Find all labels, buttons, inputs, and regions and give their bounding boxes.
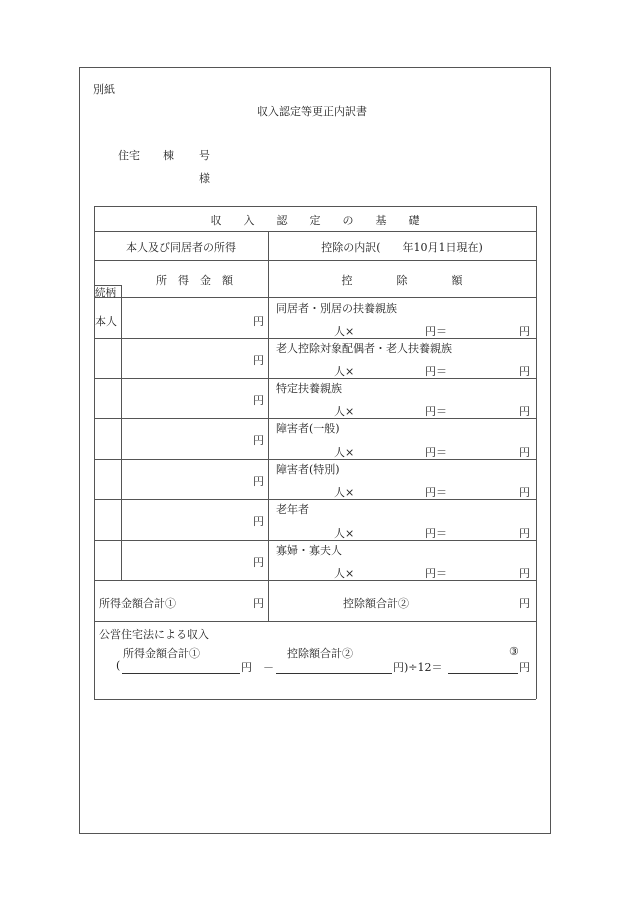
income-header: 所 得 金 額	[156, 274, 233, 287]
formula-result-marker: ③	[509, 645, 519, 658]
formula-deduction-label: 控除額合計②	[287, 647, 353, 660]
honorific-label: 様	[199, 172, 210, 185]
deduction-total-label: 控除額合計②	[343, 597, 409, 610]
people-count-unit: 人×	[334, 527, 355, 540]
amount-yen-equals: 円＝	[425, 405, 447, 418]
deduction-category: 老人控除対象配偶者・老人扶養親族	[276, 342, 452, 355]
relation-cell: 本人	[95, 315, 117, 328]
amount-yen-equals: 円＝	[425, 365, 447, 378]
amount-yen-equals: 円＝	[425, 527, 447, 540]
housing-label: 住宅	[118, 149, 140, 162]
income-total-label: 所得金額合計①	[99, 597, 176, 610]
result-yen-unit: 円	[519, 325, 530, 338]
formula-divide: 円)÷12＝	[393, 661, 443, 674]
income-total-blank	[122, 673, 240, 674]
result-yen-unit: 円	[519, 405, 530, 418]
amount-yen-equals: 円＝	[425, 325, 447, 338]
amount-yen-equals: 円＝	[425, 446, 447, 459]
document-title: 収入認定等更正内訳書	[257, 105, 367, 118]
public-housing-label: 公営住宅法による収入	[99, 628, 209, 641]
people-count-unit: 人×	[334, 325, 355, 338]
deduction-category: 寡婦・寡夫人	[276, 544, 342, 557]
deduction-category: 障害者(特別)	[276, 463, 340, 476]
deduction-category: 同居者・別居の扶養親族	[276, 302, 397, 315]
right-header: 控除の内訳( 年10月1日現在)	[321, 241, 483, 254]
income-yen-unit: 円	[253, 434, 264, 447]
result-blank	[448, 673, 518, 674]
deduction-total-blank	[276, 673, 392, 674]
income-yen-unit: 円	[253, 354, 264, 367]
income-yen-unit: 円	[253, 394, 264, 407]
result-yen-unit: 円	[519, 486, 530, 499]
deduction-header: 控 除 額	[341, 274, 463, 287]
people-count-unit: 人×	[334, 365, 355, 378]
formula-income-label: 所得金額合計①	[123, 647, 200, 660]
number-label: 号	[199, 149, 210, 162]
amount-yen-equals: 円＝	[425, 486, 447, 499]
income-yen-unit: 円	[253, 515, 264, 528]
formula-end-yen: 円	[519, 661, 530, 674]
deduction-category: 特定扶養親族	[276, 382, 342, 395]
amount-yen-equals: 円＝	[425, 567, 447, 580]
result-yen-unit: 円	[519, 527, 530, 540]
deduction-category: 障害者(一般)	[276, 422, 340, 435]
deduction-category: 老年者	[276, 503, 309, 516]
section-title: 収 入 認 定 の 基 礎	[210, 214, 420, 227]
relation-header: 続柄	[95, 287, 116, 299]
income-total-yen: 円	[253, 597, 264, 610]
result-yen-unit: 円	[519, 567, 530, 580]
attachment-label: 別紙	[93, 83, 115, 96]
building-label: 棟	[163, 149, 174, 162]
people-count-unit: 人×	[334, 567, 355, 580]
left-header: 本人及び同居者の所得	[126, 241, 236, 254]
formula-minus: 円 －	[241, 661, 274, 674]
result-yen-unit: 円	[519, 365, 530, 378]
deduction-total-yen: 円	[519, 597, 530, 610]
income-yen-unit: 円	[253, 556, 264, 569]
people-count-unit: 人×	[334, 486, 355, 499]
people-count-unit: 人×	[334, 405, 355, 418]
result-yen-unit: 円	[519, 446, 530, 459]
formula-open-paren: (	[116, 659, 121, 672]
income-yen-unit: 円	[253, 315, 264, 328]
document-sheet	[79, 67, 551, 834]
people-count-unit: 人×	[334, 446, 355, 459]
income-yen-unit: 円	[253, 475, 264, 488]
